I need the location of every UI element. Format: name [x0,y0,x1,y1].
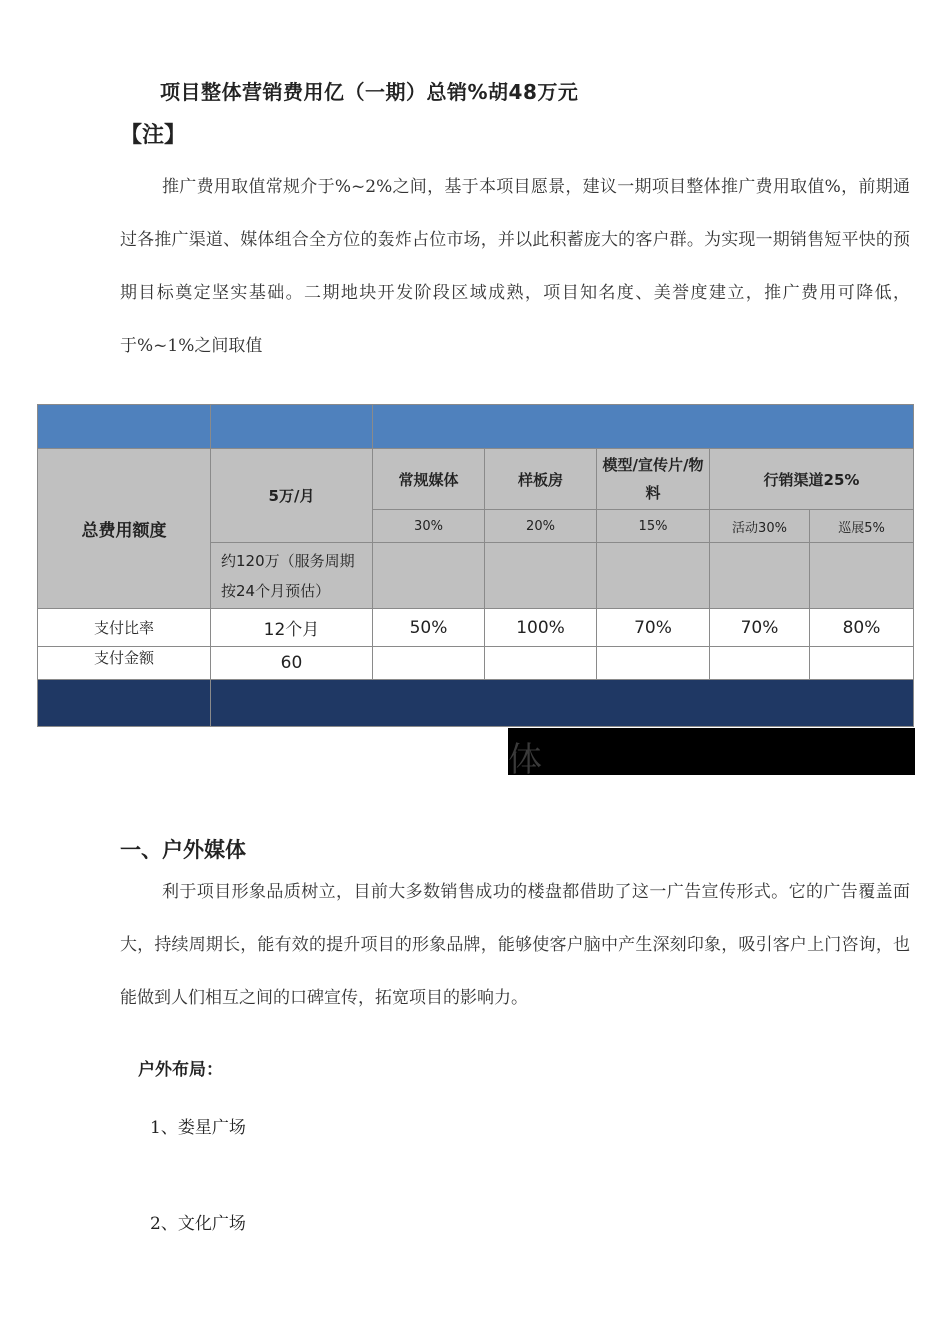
overlay-char: 体 [508,740,542,780]
intro-paragraph: 推广费用取值常规介于%~2%之间，基于本项目愿景，建议一期项目整体推广费用取值%，前期通过各推广渠道、媒体组合全方位的轰炸占位市场，并以此积蓄庞大的客户群。为实现一期销售短平快的预期目标奠定坚实基础。二期地块开发阶段区域成熟，项目知名度、美誉度建立，推广费用可降低，于%~1%之间取值 [120,177,910,356]
table-row [38,609,914,647]
page-title: 项目整体营销费用亿（一期）总销%胡48万元 [160,80,579,104]
fee-table [37,404,914,727]
pay-amount-value: 60 [211,647,373,680]
black-overlay-block [508,728,915,780]
showroom-percent: 20% [485,510,597,543]
pay-amount-label: 支付金额 [38,647,211,680]
pay-ratio-activity: 70% [710,609,810,647]
section-heading: 一、户外媒体 [120,838,246,862]
layout-label: 户外布局： [138,1060,223,1080]
monthly-fee: 5万/月 [211,449,373,543]
estimate-note: 约120万（服务周期按24个月预估） [211,543,373,609]
table-row [38,647,914,680]
pay-period: 12个月 [211,609,373,647]
activity-percent: 活动30% [710,510,810,543]
pay-ratio-showroom: 100% [485,609,597,647]
showroom-header: 样板房 [485,449,597,510]
total-fee-label: 总费用额度 [38,449,211,609]
tour-percent: 巡展5% [810,510,914,543]
regular-media-header: 常规媒体 [373,449,485,510]
pay-ratio-model: 70% [597,609,710,647]
pay-ratio-label: 支付比率 [38,609,211,647]
note-heading: 【注】 [120,123,187,148]
pay-ratio-tour: 80% [810,609,914,647]
regular-media-percent: 30% [373,510,485,543]
channel-header: 行销渠道25% [710,449,914,510]
list-item: 2、文化广场 [150,1214,246,1234]
pay-ratio-regular-media: 50% [373,609,485,647]
model-header: 模型/宣传片/物料 [597,449,710,510]
table-footer-band [38,680,914,727]
table-header-band [38,405,914,449]
model-percent: 15% [597,510,710,543]
section-paragraph: 利于项目形象品质树立，目前大多数销售成功的楼盘都借助了这一广告宣传形式。它的广告覆盖面大，持续周期长，能有效的提升项目的形象品牌，能够使客户脑中产生深刻印象，吸引客户上门咨询，也能做到人们相互之间的口碑宣传，拓宽项目的影响力。 [120,882,910,1008]
table-row [38,449,914,510]
list-item: 1、娄星广场 [150,1118,246,1138]
